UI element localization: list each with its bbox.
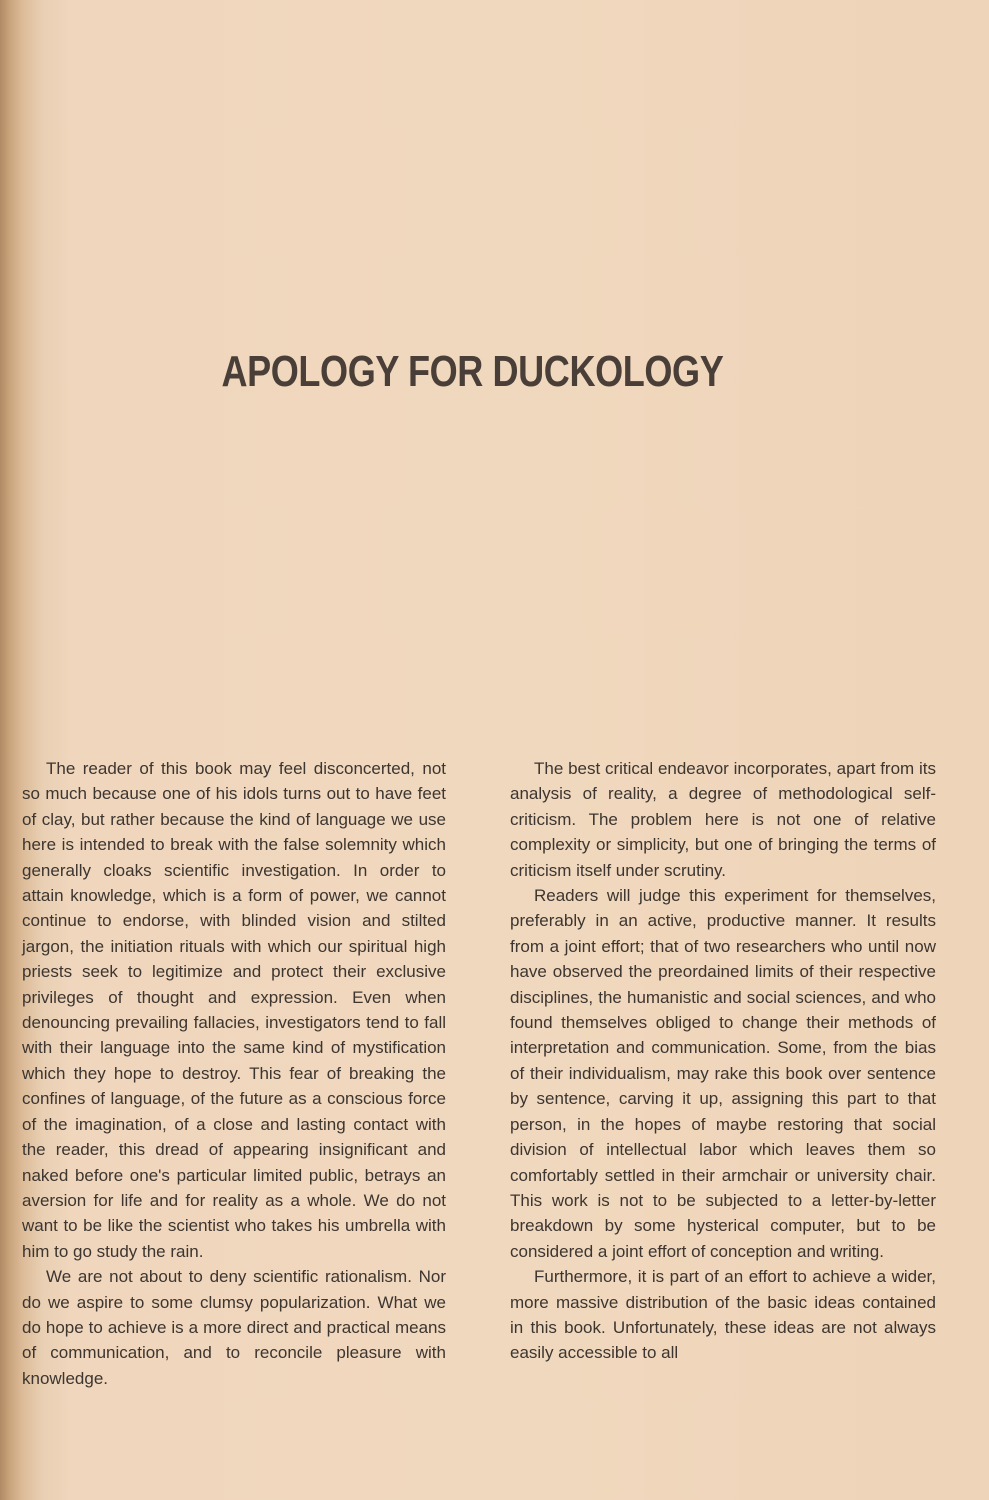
right-paragraph-1: The best critical endeavor incorporates, apart from its analysis of reality, a degree of methodological self-criticism. The problem here is not one of relative complexity or simplicity, but one of bringing the terms of criticism itself under scrutiny. (510, 759, 936, 880)
right-paragraph-2: Readers will judge this experiment for themselves, preferably in an active, productive manner. It results from a joint effort; that of two researchers who until now have observed the preordained limits of their respective disciplines, the humanistic and social sciences, and who found themselves obliged to change their methods of interpretation and communication. Some, from the bias of their individualism, may rake this book over sentence by sentence, carving it up, assigning this part to that person, in the hopes of maybe restoring that social division of intellectual labor which leaves them so comfortably settled in their armchair or university chair. This work is not to be subjected to a letter-by-letter breakdown by some hysterical computer, but to be considered a joint effort of conception and writing. (510, 886, 936, 1261)
left-paragraph-1: The reader of this book may feel disconcerted, not so much because one of his idols turns out to have feet of clay, but rather because the kind of language we use here is intended to break with the false solemnity which generally cloaks scientific investigation. In order to attain knowledge, which is a form of power, we cannot continue to endorse, with blinded vision and stilted jargon, the initiation rituals with which our spiritual high priests seek to legitimize and protect their exclusive privileges of thought and expression. Even when denouncing prevailing fallacies, investigators tend to fall with their language into the same kind of mystification which they hope to destroy. This fear of breaking the confines of language, of the future as a conscious force of the imagination, of a close and lasting contact with the reader, this dread of appearing insignificant and naked before one's particular limited public, betrays an aversion for life and for reality as a whole. We do not want to be like the scientist who takes his umbrella with him to go study the rain. (22, 759, 446, 1261)
right-paragraph-3: Furthermore, it is part of an effort to achieve a wider, more massive distribution of the basic ideas contained in this book. Unfortunately, these ideas are not always easily accessible to all (510, 1267, 936, 1363)
chapter-title: APOLOGY FOR DUCKOLOGY (221, 347, 724, 396)
left-paragraph-2: We are not about to deny scientific rationalism. Nor do we aspire to some clumsy popularization. What we do hope to achieve is a more direct and practical means of communication, and to reconcile pleasure with knowledge. (22, 1267, 446, 1388)
left-column (22, 756, 446, 1391)
right-column (510, 756, 936, 1366)
